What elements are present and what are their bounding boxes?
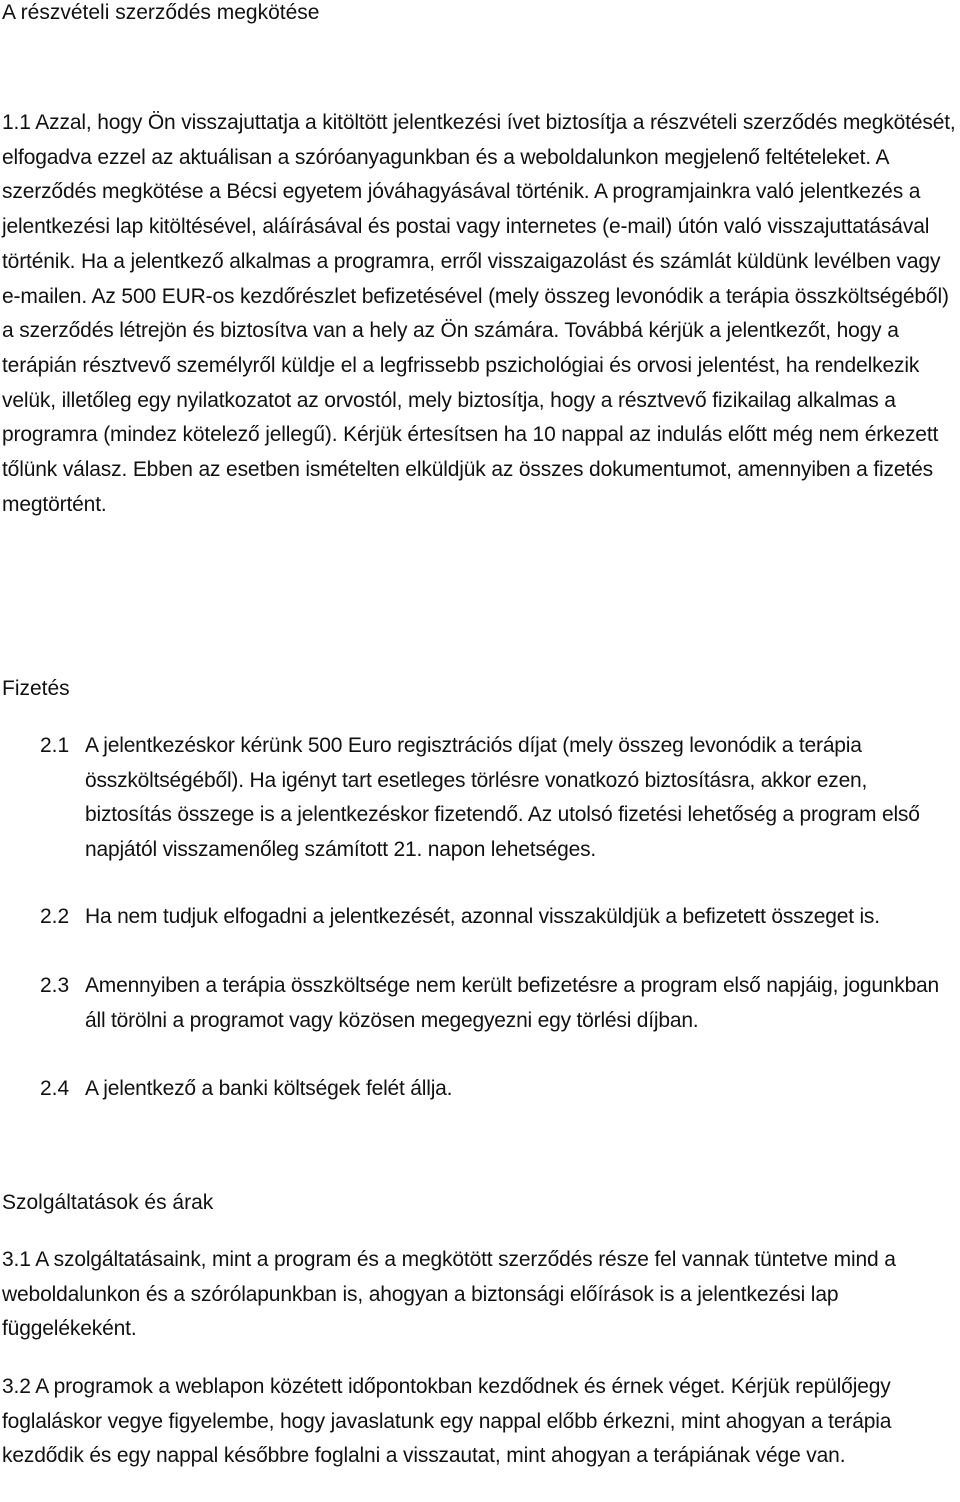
list-item-2-2 xyxy=(40,900,958,935)
list-number: 2.3 xyxy=(40,974,70,997)
list-item-2-1 xyxy=(40,729,958,867)
section-heading-payment: Fizetés xyxy=(2,677,70,700)
paragraph-1-1: 1.1 Azzal, hogy Ön visszajuttatja a kitöltött jelentkezési ívet biztosítja a részvételi szerződés megkötését, elfogadva ezzel az aktuálisan a szóróanyagunkban és a weboldalunkon megjelenő feltételeket. A szerződés megkötése a Bécsi egyetem jóváhagyásával történik. A programjainkra való jelentkezés a jelentkezési lap kitöltésével, aláírásával és postai vagy internetes (e-mail) útón való visszajuttatásával történik. Ha a jelentkező alkalmas a programra, erről visszaigazolást és számlát küldünk levélben vagy e-mailen. Az 500 EUR-os kezdőrészlet befizetésével (mely összeg levonódik a terápia összköltségéből) a szerződés létrejön és biztosítva van a hely az Ön számára. Továbbá kérjük a jelentkezőt, hogy a terápián résztvevő személyről küldje el a legfrissebb pszichológiai és orvosi jelentést, ha rendelkezik velük, illetőleg egy nyilatkozatot az orvostól, mely biztosítja, hogy a résztvevő fizikailag alkalmas a programra (mindez kötelező jellegű). Kérjük értesítsen ha 10 nappal az indulás előtt még nem érkezett tőlünk válasz. Ebben az esetben ismételten elküldjük az összes dokumentumot, amennyiben a fizetés megtörtént. xyxy=(2,111,956,516)
paragraph-3-1: 3.1 A szolgáltatásaink, mint a program és a megkötött szerződés része fel vannak tüntetve mind a weboldalunkon és a szórólapunkban is, ahogyan a biztonsági előírások is a jelentkezési lap függelékeként. xyxy=(2,1248,896,1341)
list-number: 2.2 xyxy=(40,905,70,928)
list-number: 2.4 xyxy=(40,1077,70,1100)
paragraph-3-2: 3.2 A programok a weblapon közétett időpontokban kezdődnek és érnek véget. Kérjük repülőjegy foglaláskor vegye figyelembe, hogy javaslatunk egy nappal előbb érkezni, mint ahogyan a terápia kezdődik és egy nappal későbbre foglalni a visszautat, mint ahogyan a terápiának vége van. xyxy=(2,1375,892,1468)
document-title: A részvételi szerződés megkötése xyxy=(2,1,320,24)
list-text: A jelentkezéskor kérünk 500 Euro regisztrációs díjat (mely összeg levonódik a terápia összköltségéből). Ha igényt tart esetleges törlésre vonatkozó biztosításra, akkor ezen, biztosítás összege is a jelentkezéskor fizetendő. Az utolsó fizetési lehetőség a program első napjától visszamenőleg számított 21. napon lehetséges. xyxy=(85,734,920,861)
list-text: A jelentkező a banki költségek felét állja. xyxy=(85,1077,453,1100)
list-item-2-4 xyxy=(40,1072,958,1107)
list-text: Ha nem tudjuk elfogadni a jelentkezését, azonnal visszaküldjük a befizetett összeget is. xyxy=(85,905,880,928)
list-item-2-3 xyxy=(40,969,958,1038)
list-number: 2.1 xyxy=(40,734,70,757)
section-heading-services: Szolgáltatások és árak xyxy=(2,1191,214,1214)
list-text: Amennyiben a terápia összköltsége nem került befizetésre a program első napjáig, jogunkban áll törölni a programot vagy közösen megegyezni egy törlési díjban. xyxy=(85,974,940,1032)
